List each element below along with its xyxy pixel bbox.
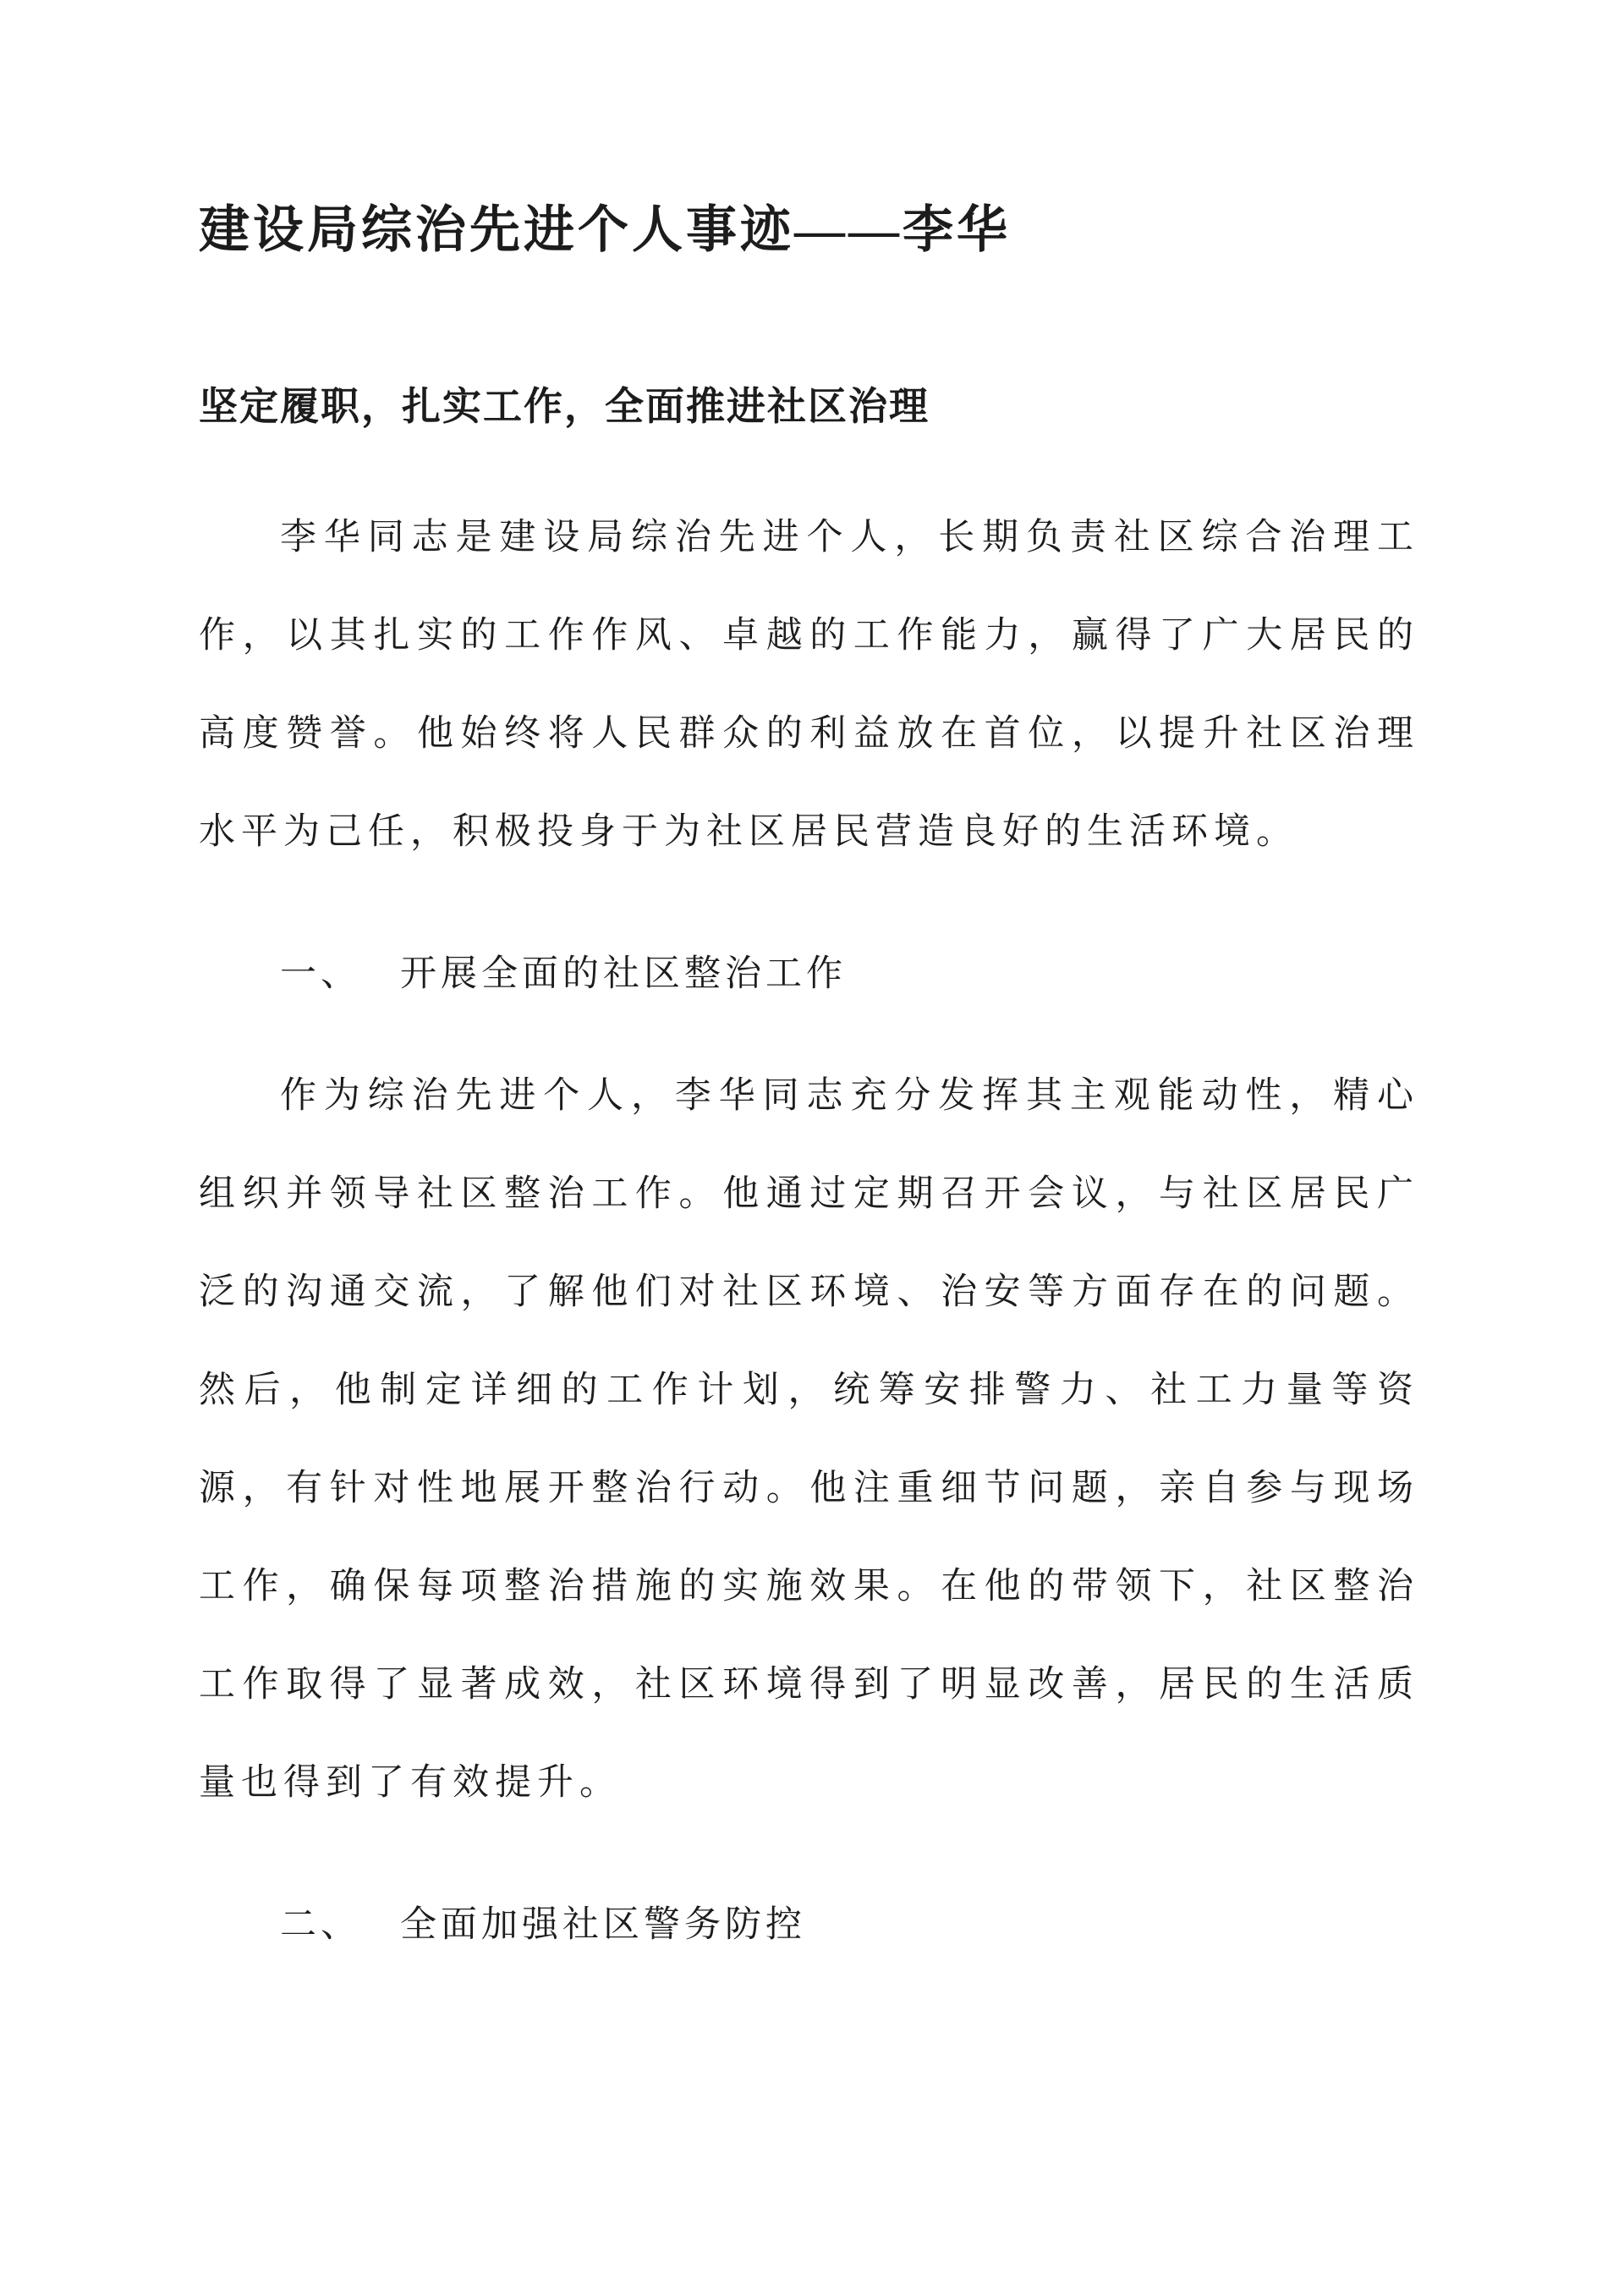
document-title: 建设局综治先进个人事迹——李华	[199, 202, 1011, 258]
section-1-number: 一、	[280, 953, 361, 994]
section-heading-1	[199, 926, 1419, 1024]
section-2-title: 全面加强社区警务防控	[400, 1904, 806, 1945]
section-1-paragraph: 作为综治先进个人，李华同志充分发挥其主观能动性，精心组织并领导社区整治工作。他通过定期召开会议，与社区居民广泛的沟通交流，了解他们对社区环境、治安等方面存在的问题。然后，他制定详细的工作计划，统筹安排警力、社工力量等资源，有针对性地展开整治行动。他注重细节问题，亲自参与现场工作，确保每项整治措施的实施效果。在他的带领下，社区整治工作取得了显著成效，社区环境得到了明显改善，居民的生活质量也得到了有效提升。	[199, 1075, 1419, 1803]
document-subtitle: 坚定履职，扎实工作，全面推进社区治理	[199, 385, 930, 428]
section-1-title: 开展全面的社区整治工作	[400, 953, 847, 994]
intro-paragraph: 李华同志是建设局综治先进个人，长期负责社区综合治理工作，以其扎实的工作作风、卓越的工作能力，赢得了广大居民的高度赞誉。他始终将人民群众的利益放在首位，以提升社区治理水平为己任，积极投身于为社区居民营造良好的生活环境。	[199, 517, 1419, 852]
section-heading-2	[199, 1876, 1419, 1975]
section-2-number: 二、	[280, 1904, 361, 1945]
